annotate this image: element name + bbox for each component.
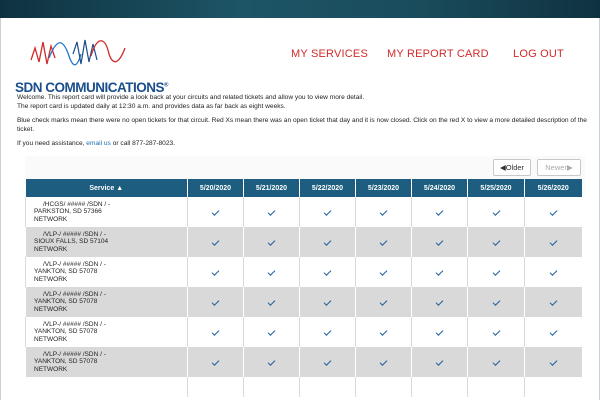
status-cell (525, 227, 582, 257)
status-cell (300, 347, 356, 377)
table-row (26, 347, 582, 377)
service-line: /VLP-/ ##### /SDN / - (43, 350, 106, 358)
status-cell (356, 257, 412, 287)
service-column-header[interactable]: Service ▲ (26, 179, 188, 197)
checkmark-icon (549, 358, 557, 366)
checkmark-icon (212, 238, 220, 246)
status-cell (188, 257, 244, 287)
status-cell (412, 347, 468, 377)
date-column-header: 5/20/2020 (188, 179, 244, 197)
service-line: /VLP-/ ##### /SDN / - (43, 320, 106, 328)
status-cell (468, 287, 525, 317)
checkmark-icon (268, 328, 276, 336)
checkmark-icon (380, 298, 388, 306)
status-cell (525, 287, 582, 317)
checkmark-icon (436, 268, 444, 276)
service-line: SIOUX FALLS, SD 57104 (34, 238, 109, 246)
status-cell (300, 317, 356, 347)
status-cell (525, 257, 582, 287)
service-line: NETWORK (34, 335, 68, 343)
checkmark-icon (492, 358, 500, 366)
table-row (26, 317, 582, 347)
checkmark-icon (380, 208, 388, 216)
checkmark-icon (380, 328, 388, 336)
status-cell (188, 317, 244, 347)
checkmark-icon (549, 208, 557, 216)
checkmark-icon (492, 208, 500, 216)
table-row (26, 227, 582, 257)
checkmark-icon (268, 208, 276, 216)
checkmark-icon (380, 238, 388, 246)
empty-cell (26, 377, 188, 397)
empty-cell (412, 377, 468, 397)
nav-my-services[interactable]: MY SERVICES (291, 48, 368, 60)
service-line: /HCGS/ ##### /SDN / - (43, 200, 111, 208)
status-cell (300, 197, 356, 227)
service-cell (26, 347, 188, 377)
date-column-header: 5/22/2020 (300, 179, 356, 197)
checkmark-icon (324, 358, 332, 366)
checkmark-icon (268, 358, 276, 366)
intro-welcome: Welcome. This report card will provide a look back at your circuits and related tickets and allow you to view more detail. (17, 94, 365, 101)
date-column-header: 5/21/2020 (244, 179, 300, 197)
status-cell (525, 347, 582, 377)
sdn-logo[interactable] (15, 34, 168, 95)
newer-arrow-icon: ▶ (566, 163, 573, 172)
checkmark-icon (212, 328, 220, 336)
empty-cell (244, 377, 300, 397)
table-row (26, 257, 582, 287)
checkmark-icon (436, 328, 444, 336)
status-cell (244, 257, 300, 287)
checkmark-icon (549, 238, 557, 246)
email-us-link[interactable]: email us (86, 139, 111, 147)
status-cell (412, 197, 468, 227)
status-cell (468, 317, 525, 347)
checkmark-icon (324, 298, 332, 306)
service-cell (26, 317, 188, 347)
status-cell (356, 227, 412, 257)
status-cell (412, 227, 468, 257)
service-line: YANKTON, SD 57078 (34, 298, 98, 306)
service-line: NETWORK (34, 215, 68, 223)
status-cell (188, 287, 244, 317)
status-cell (244, 347, 300, 377)
service-line: /VLP-/ ##### /SDN / - (43, 260, 106, 268)
status-cell (468, 347, 525, 377)
empty-cell (356, 377, 412, 397)
intro-assistance: If you need assistance, email us or call 877-287-8023. (17, 139, 176, 147)
status-cell (412, 257, 468, 287)
status-cell (468, 197, 525, 227)
checkmark-icon (436, 298, 444, 306)
checkmark-icon (549, 268, 557, 276)
report-card-table (25, 179, 582, 397)
status-cell (356, 287, 412, 317)
checkmark-icon (436, 208, 444, 216)
date-column-header: 5/24/2020 (412, 179, 468, 197)
checkmark-icon (549, 298, 557, 306)
empty-cell (300, 377, 356, 397)
empty-cell (188, 377, 244, 397)
service-cell (26, 227, 188, 257)
top-banner (0, 0, 600, 18)
status-cell (468, 257, 525, 287)
older-arrow-icon: ◀ (499, 163, 506, 172)
status-cell (244, 197, 300, 227)
checkmark-icon (492, 238, 500, 246)
checkmark-icon (324, 208, 332, 216)
checkmark-icon (380, 268, 388, 276)
intro-text (17, 93, 589, 152)
service-line: PARKSTON, SD 57366 (34, 208, 102, 216)
checkmark-icon (549, 328, 557, 336)
status-cell (188, 347, 244, 377)
service-line: YANKTON, SD 57078 (34, 358, 98, 366)
service-line: NETWORK (34, 305, 68, 313)
service-line: /VLP-/ ##### /SDN / - (43, 290, 106, 298)
status-cell (525, 197, 582, 227)
empty-cell (525, 377, 582, 397)
checkmark-icon (212, 298, 220, 306)
checkmark-icon (324, 268, 332, 276)
page-frame (0, 18, 600, 400)
intro-legend: Blue check marks mean there were no open tickets for that circuit. Red Xs mean there was an open ticket that day and it is now closed. Click on the red X to view a more detailed description of the ticket. (17, 116, 587, 134)
status-cell (244, 287, 300, 317)
service-line: YANKTON, SD 57078 (34, 328, 98, 336)
checkmark-icon (492, 328, 500, 336)
status-cell (468, 227, 525, 257)
status-cell (188, 197, 244, 227)
service-line: NETWORK (34, 245, 68, 253)
status-cell (356, 197, 412, 227)
date-column-header: 5/23/2020 (356, 179, 412, 197)
checkmark-icon (268, 238, 276, 246)
status-cell (412, 287, 468, 317)
checkmark-icon (436, 238, 444, 246)
checkmark-icon (212, 208, 220, 216)
service-line: YANKTON, SD 57078 (34, 268, 98, 276)
intro-update-info: The report card is updated daily at 12:30 a.m. and provides data as far back as eight weeks. (17, 103, 286, 111)
table-row (26, 197, 582, 227)
checkmark-icon (492, 298, 500, 306)
checkmark-icon (268, 268, 276, 276)
table-header-row (26, 179, 582, 197)
table-row (26, 377, 582, 397)
brand-name: SDN COMMUNICATIONS® (15, 80, 168, 95)
checkmark-icon (492, 268, 500, 276)
date-column-header: 5/25/2020 (468, 179, 525, 197)
service-line: NETWORK (34, 275, 68, 283)
nav-my-report-card[interactable]: MY REPORT CARD (387, 48, 489, 60)
status-cell (300, 287, 356, 317)
checkmark-icon (436, 358, 444, 366)
status-cell (188, 227, 244, 257)
nav-log-out[interactable]: LOG OUT (513, 48, 564, 60)
newer-button[interactable]: Newer▶ (537, 159, 581, 176)
older-button[interactable]: ◀Older (493, 159, 531, 176)
checkmark-icon (380, 358, 388, 366)
checkmark-icon (268, 298, 276, 306)
checkmark-icon (324, 328, 332, 336)
service-cell (26, 257, 188, 287)
service-cell (26, 287, 188, 317)
status-cell (244, 317, 300, 347)
status-cell (412, 317, 468, 347)
checkmark-icon (212, 268, 220, 276)
checkmark-icon (212, 358, 220, 366)
service-line: /VLP-/ ##### /SDN / - (43, 230, 106, 238)
status-cell (525, 317, 582, 347)
table-row (26, 287, 582, 317)
service-cell (26, 197, 188, 227)
status-cell (300, 227, 356, 257)
empty-cell (468, 377, 525, 397)
status-cell (300, 257, 356, 287)
main-nav (1, 48, 600, 64)
status-cell (244, 227, 300, 257)
status-cell (356, 317, 412, 347)
sort-ascending-icon: ▲ (116, 184, 124, 192)
service-line: NETWORK (34, 365, 68, 373)
checkmark-icon (324, 238, 332, 246)
date-column-header: 5/26/2020 (525, 179, 582, 197)
status-cell (356, 347, 412, 377)
